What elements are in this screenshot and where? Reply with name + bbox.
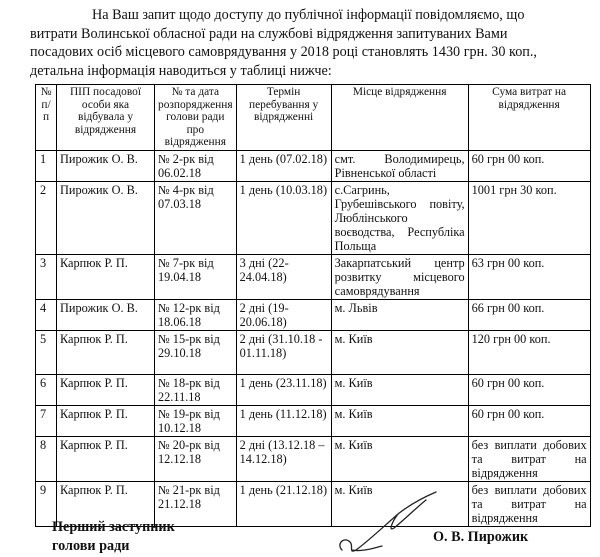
signatory-position (52, 518, 175, 556)
cell-place: с.Сагринь, Грубешівського повіту, Люблінського воєводства, Республіка Польща (331, 181, 468, 254)
cell-person: Карпюк Р. П. (57, 254, 155, 299)
handwritten-signature (322, 488, 442, 557)
table-row (36, 436, 591, 481)
cell-term: 2 дні (19-20.06.18) (236, 299, 331, 330)
intro-line: посадових осіб місцевого самоврядування у 2018 році становлять 1430 грн. 30 коп., (30, 44, 537, 61)
cell-place: м. Київ (331, 330, 468, 374)
cell-term: 1 день (23.11.18) (236, 374, 331, 405)
cell-order: № 15-рк від 29.10.18 (155, 330, 237, 374)
cell-person: Карпюк Р. П. (57, 436, 155, 481)
cell-num: 9 (36, 481, 57, 526)
cell-num: 1 (36, 150, 57, 181)
intro-line: На Ваш запит щодо доступу до публічної інформації повідомляємо, що (92, 7, 525, 23)
cell-term: 1 день (10.03.18) (236, 181, 331, 254)
cell-order: № 20-рк від 12.12.18 (155, 436, 237, 481)
cell-num: 2 (36, 181, 57, 254)
header-term: Термін перебування у відрядженні (236, 85, 331, 151)
header-person: ПІП посадової особи яка відбувала у відрядження (57, 85, 155, 151)
cell-sum: 120 грн 00 коп. (468, 330, 590, 374)
cell-person: Карпюк Р. П. (57, 374, 155, 405)
table-row (36, 254, 591, 299)
cell-term: 2 дні (31.10.18 - 01.11.18) (236, 330, 331, 374)
table-row (36, 374, 591, 405)
cell-person: Карпюк Р. П. (57, 481, 155, 526)
cell-place: смт. Володимирець, Рівненської області (331, 150, 468, 181)
cell-term: 1 день (11.12.18) (236, 405, 331, 436)
cell-place: м. Київ (331, 374, 468, 405)
cell-term: 2 дні (13.12.18 – 14.12.18) (236, 436, 331, 481)
cell-person: Пирожик О. В. (57, 181, 155, 254)
table-row (36, 299, 591, 330)
cell-place: м. Київ (331, 436, 468, 481)
table-row (36, 330, 591, 374)
cell-num: 8 (36, 436, 57, 481)
cell-order: № 7-рк від 19.04.18 (155, 254, 237, 299)
cell-sum: 1001 грн 30 коп. (468, 181, 590, 254)
signatory-name: О. В. Пирожик (433, 529, 529, 545)
trips-table (35, 84, 591, 527)
cell-num: 5 (36, 330, 57, 374)
position-line: Перший заступник (52, 519, 175, 535)
cell-place: м. Київ (331, 481, 468, 526)
cell-num: 6 (36, 374, 57, 405)
cell-term: 1 день (07.02.18) (236, 150, 331, 181)
header-place: Місце відрядження (331, 85, 468, 151)
position-line: голови ради (52, 538, 130, 554)
header-order: № та дата розпорядження голови ради про відрядження (155, 85, 237, 151)
cell-sum: 66 грн 00 коп. (468, 299, 590, 330)
cell-sum: без виплати добових та витрат на відрядження (468, 481, 590, 526)
cell-order: № 19-рк від 10.12.18 (155, 405, 237, 436)
cell-num: 7 (36, 405, 57, 436)
cell-sum: 60 грн 00 коп. (468, 374, 590, 405)
header-num: № п/п (36, 85, 57, 151)
cell-term: 3 дні (22-24.04.18) (236, 254, 331, 299)
cell-person: Пирожик О. В. (57, 299, 155, 330)
cell-place: м. Львів (331, 299, 468, 330)
cell-order: № 4-рк від 07.03.18 (155, 181, 237, 254)
table-header-row (36, 85, 591, 151)
cell-order: № 12-рк від 18.06.18 (155, 299, 237, 330)
cell-person: Карпюк Р. П. (57, 405, 155, 436)
table-row (36, 150, 591, 181)
cell-place: Закарпатський центр розвитку місцевого самоврядування (331, 254, 468, 299)
intro-line: витрати Волинської обласної ради на службові відрядження запитуваних Вами (30, 25, 508, 42)
header-sum: Сума витрат на відрядження (468, 85, 590, 151)
cell-place: м. Київ (331, 405, 468, 436)
cell-sum: 63 грн 00 коп. (468, 254, 590, 299)
cell-order: № 2-рк від 06.02.18 (155, 150, 237, 181)
cell-term: 1 день (21.12.18) (236, 481, 331, 526)
cell-person: Карпюк Р. П. (57, 330, 155, 374)
cell-order: № 18-рк від 22.11.18 (155, 374, 237, 405)
intro-line: детальна інформація наводиться у таблиці нижче: (30, 62, 332, 79)
cell-num: 4 (36, 299, 57, 330)
cell-sum: 60 грн 00 коп. (468, 150, 590, 181)
cell-sum: без виплати добових та витрат на відрядження (468, 436, 590, 481)
table-row (36, 181, 591, 254)
cell-sum: 60 грн 00 коп. (468, 405, 590, 436)
table-row (36, 405, 591, 436)
cell-num: 3 (36, 254, 57, 299)
cell-order: № 21-рк від 21.12.18 (155, 481, 237, 526)
intro-text (30, 6, 576, 80)
cell-person: Пирожик О. В. (57, 150, 155, 181)
